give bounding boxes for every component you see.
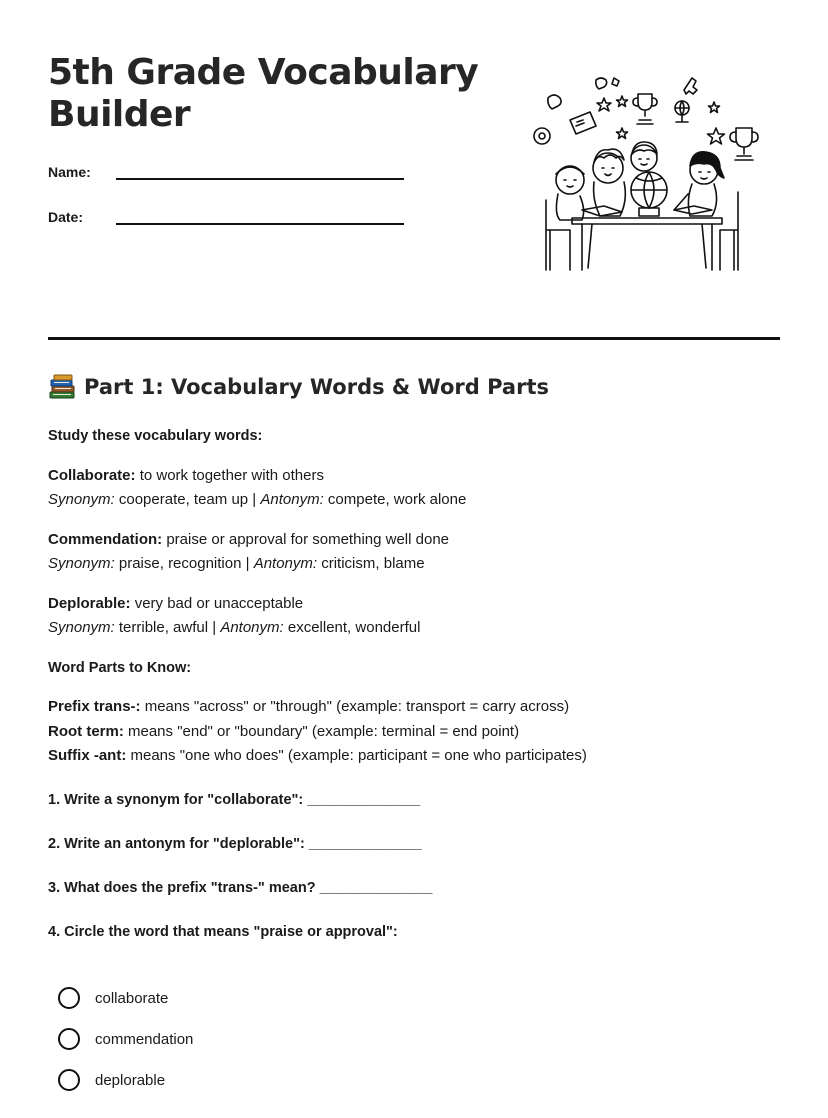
part1-title: Part 1: Vocabulary Words & Word Parts	[84, 375, 549, 399]
radio-circle[interactable]	[58, 1028, 80, 1050]
word-part-text: means "across" or "through" (example: transport = carry across)	[144, 698, 570, 715]
header-divider	[48, 337, 780, 340]
synonyms: cooperate, team up	[118, 491, 249, 508]
title-line-2: Builder	[48, 94, 191, 135]
date-label: Date:	[48, 209, 84, 225]
option-collaborate[interactable]	[58, 987, 168, 1009]
radio-circle[interactable]	[58, 987, 80, 1009]
part1-heading	[48, 374, 549, 400]
word-part-label: Suffix -ant:	[48, 747, 127, 764]
word-part-text: means "end" or "boundary" (example: terminal = end point)	[128, 722, 520, 740]
option-label: deplorable	[95, 1071, 166, 1089]
vocab-word-collaborate: Collaborate: to work together with others Synonym: cooperate, team up | Antonym: compete, work alone	[48, 466, 467, 508]
vocab-definition: praise or approval for something well done	[166, 530, 449, 548]
vocab-definition: very bad or unacceptable	[134, 594, 304, 612]
vocab-term: Commendation:	[48, 530, 163, 548]
word-parts-list	[48, 695, 788, 769]
study-heading: Study these vocabulary words:	[48, 428, 263, 444]
synonym-label: Synonym:	[48, 619, 115, 636]
kids-studying-illustration	[524, 70, 774, 275]
word-part-label: Prefix trans-:	[48, 698, 141, 715]
option-deplorable[interactable]	[58, 1069, 165, 1091]
question-3[interactable]: 3. What does the prefix "trans-" mean? ______________	[48, 880, 433, 896]
synonym-label: Synonym:	[48, 491, 115, 508]
word-part-label: Root term:	[48, 722, 124, 740]
word-parts-heading: Word Parts to Know:	[48, 659, 192, 676]
vocab-term: Collaborate:	[48, 466, 136, 484]
question-1[interactable]: 1. Write a synonym for "collaborate": ______________	[48, 792, 421, 808]
name-label: Name:	[48, 164, 91, 180]
name-line[interactable]	[116, 160, 404, 180]
name-field-row	[48, 160, 404, 180]
part1-content	[48, 424, 788, 784]
worksheet-header	[48, 52, 528, 136]
antonyms: compete, work alone	[327, 491, 467, 508]
word-part-root	[48, 720, 788, 745]
option-label: collaborate	[95, 989, 169, 1007]
option-commendation[interactable]	[58, 1028, 193, 1050]
option-label: commendation	[95, 1030, 194, 1048]
vocab-word-commendation: Commendation: praise or approval for something well done Synonym: praise, recognition | Antonym: criticism, blame	[48, 530, 449, 572]
synonyms: terrible, awful	[118, 619, 209, 636]
vocab-word-deplorable: Deplorable: very bad or unacceptable Synonym: terrible, awful | Antonym: excellent, wonderful	[48, 594, 421, 636]
antonyms: criticism, blame	[321, 555, 425, 572]
question-4: 4. Circle the word that means "praise or approval":	[48, 924, 398, 940]
date-line[interactable]	[116, 205, 404, 225]
word-part-prefix	[48, 695, 788, 720]
word-part-suffix	[48, 744, 788, 769]
question-2[interactable]: 2. Write an antonym for "deplorable": ______________	[48, 836, 422, 852]
synonym-label: Synonym:	[48, 555, 115, 572]
vocab-term: Deplorable:	[48, 594, 131, 612]
radio-circle[interactable]	[58, 1069, 80, 1091]
books-icon	[48, 374, 76, 400]
page-title	[48, 52, 528, 136]
antonym-label: Antonym:	[253, 555, 318, 572]
synonyms: praise, recognition	[118, 555, 242, 572]
date-field-row	[48, 205, 404, 225]
word-part-text: means "one who does" (example: participant = one who participates)	[130, 747, 587, 764]
vocab-definition: to work together with others	[139, 466, 324, 484]
title-line-1: 5th Grade Vocabulary	[48, 52, 479, 93]
antonym-label: Antonym:	[220, 619, 284, 636]
antonyms: excellent, wonderful	[287, 619, 421, 636]
antonym-label: Antonym:	[260, 491, 324, 508]
